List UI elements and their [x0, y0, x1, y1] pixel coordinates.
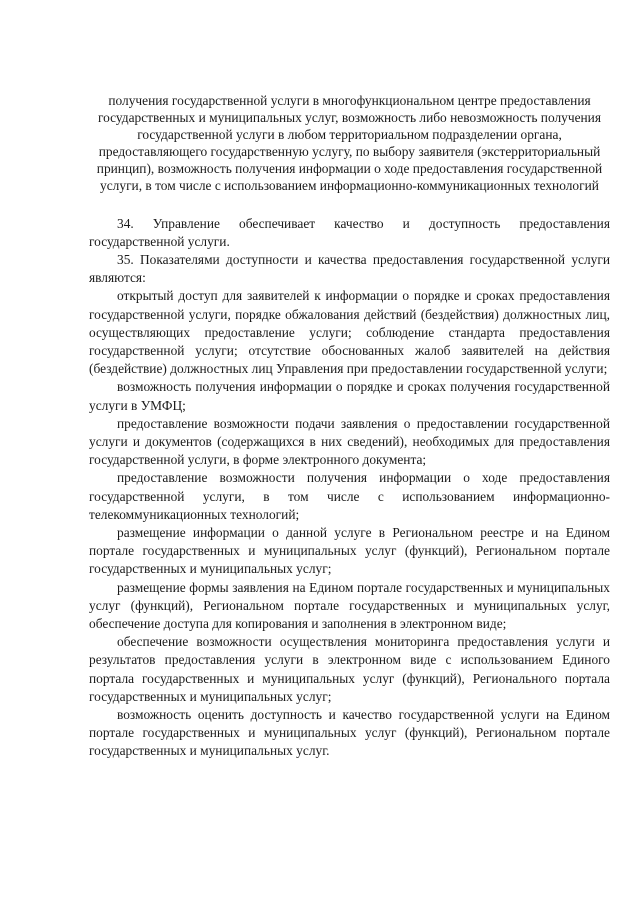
- paragraph-34: 34. Управление обеспечивает качество и доступность предоставления государственной услуги.: [89, 215, 610, 249]
- document-page: [89, 92, 610, 761]
- paragraph-35: 35. Показателями доступности и качества предоставления государственной услуги являются:: [89, 251, 610, 286]
- list-item-umfc-info: возможность получения информации о порядке и сроках получения государственной услуги в УМФЦ;: [89, 379, 610, 413]
- list-item-open-access: открытый доступ для заявителей к информации о порядке и сроках предоставления государственной услуги, порядке обжалования действий (бездействия) должностных лиц, осуществляющих предоставление услуги; соблюдение стандарта предоставления государственной услуги; отсутствие обоснованных жалоб заявителей на действия (бездействие) должностных лиц Управления при предоставлении государственной услуги;: [89, 288, 610, 377]
- list-item-progress-info: предоставление возможности получения информации о ходе предоставления государственной услуги, в том числе с использованием информационно-телекоммуникационных технологий;: [89, 470, 610, 522]
- section-heading: получения государственной услуги в многофункциональном центре предоставления государственных и муниципальных услуг, возможность либо невозможность получения государственной услуги в любом территориальном подразделении органа, предоставляющего государственную услугу, по выбору заявителя (экстерриториальный принцип), возможность получения информации о ходе предоставления государственной услуги, в том числе с использованием информационно-коммуникационных технологий: [96, 93, 603, 194]
- list-item-monitoring: обеспечение возможности осуществления мониторинга предоставления услуги и результатов предоставления услуги в электронном виде с использованием Единого портала государственных и муниципальных услуг (функций), Регионального портала государственных и муниципальных услуг;: [89, 634, 610, 704]
- list-item-electronic-submission: предоставление возможности подачи заявления о предоставлении государственной услуги и документов (содержащихся в них сведений), необходимых для предоставления государственной услуги, в форме электронного документа;: [89, 415, 610, 468]
- list-item-form-placement: размещение формы заявления на Едином портале государственных и муниципальных услуг (функций), Региональном портале государственных и муниципальных услуг, обеспечение доступа для копирования и заполнения в электронном виде;: [89, 579, 610, 632]
- document-body: [89, 215, 610, 761]
- list-item-quality-rating: возможность оценить доступность и качество государственной услуги на Едином портале государственных и муниципальных услуг (функций), Региональном портале государственных и муниципальных услуг.: [89, 707, 610, 759]
- list-item-registry-placement: размещение информации о данной услуге в Региональном реестре и на Едином портале государственных и муниципальных услуг (функций), Региональном портале государственных и муниципальных услуг;: [89, 525, 610, 577]
